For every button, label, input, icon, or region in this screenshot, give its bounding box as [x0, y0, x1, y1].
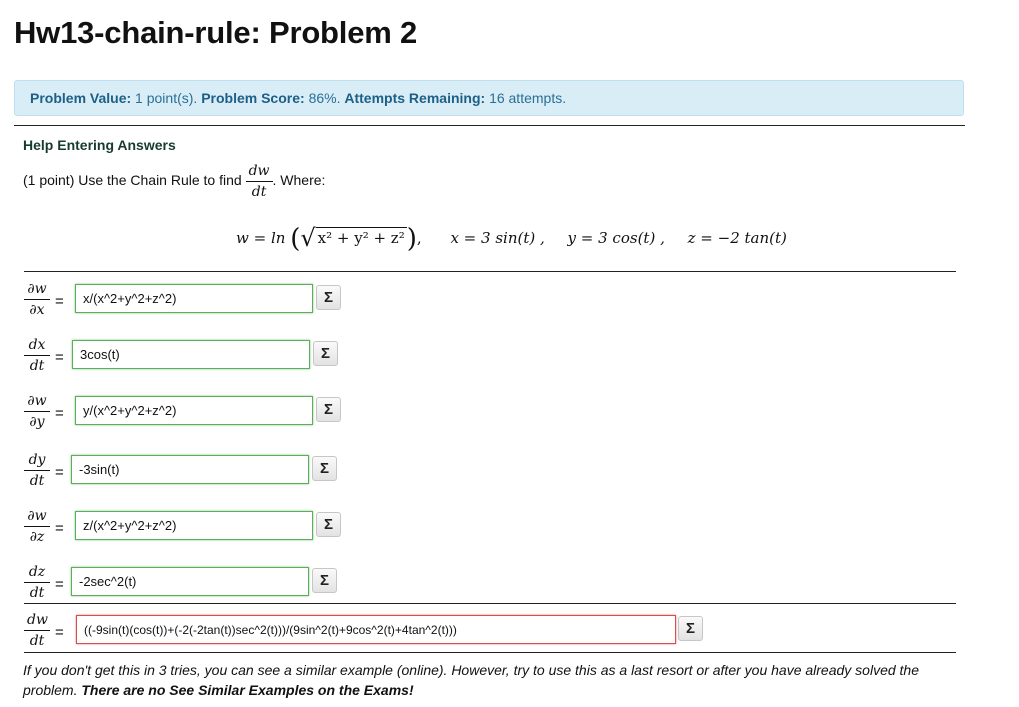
equation-editor-button[interactable]: Σ — [316, 397, 341, 422]
prompt-text: (1 point) Use the Chain Rule to find — [23, 172, 242, 189]
frac-num: dy — [24, 453, 50, 471]
label-dw-dy — [24, 394, 50, 429]
equation-editor-button[interactable]: Σ — [312, 456, 337, 481]
frac-den: dt — [29, 585, 45, 601]
equals-sign: = — [55, 293, 64, 310]
frac-den: ∂z — [29, 529, 45, 545]
right-paren: ) — [406, 224, 417, 254]
w-definition: w = ln — [236, 229, 286, 247]
prompt-frac-den: dt — [251, 184, 267, 200]
frac-den: ∂x — [29, 302, 45, 318]
y-definition: y = 3 cos(t) , — [567, 229, 665, 247]
footer-bold-text: There are no See Similar Examples on the Exams! — [81, 682, 414, 698]
problem-value: 1 point(s). — [135, 90, 198, 106]
divider — [24, 603, 956, 604]
attempts-remaining-label: Attempts Remaining: — [344, 90, 486, 106]
equation-editor-button[interactable]: Σ — [316, 512, 341, 537]
answer-input-dz-dt[interactable] — [71, 567, 309, 596]
x-definition: x = 3 sin(t) , — [450, 229, 545, 247]
equation-editor-button[interactable]: Σ — [316, 285, 341, 310]
footer-note — [23, 660, 943, 700]
equation-editor-button[interactable]: Σ — [678, 616, 703, 641]
frac-den: dt — [29, 633, 45, 649]
problem-score-label: Problem Score: — [201, 90, 305, 106]
problem-value-label: Problem Value: — [30, 90, 132, 106]
prompt-frac-num: dw — [246, 164, 273, 182]
equals-sign: = — [55, 576, 64, 593]
frac-num: dw — [24, 613, 50, 631]
equals-sign: = — [55, 464, 64, 481]
problem-info-bar — [14, 80, 964, 116]
frac-den: dt — [29, 473, 45, 489]
prompt-fraction — [246, 164, 273, 199]
frac-num: ∂w — [24, 509, 50, 527]
z-definition: z = −2 tan(t) — [687, 229, 787, 247]
equals-sign: = — [55, 349, 64, 366]
answer-input-dw-dt[interactable] — [76, 615, 676, 644]
answer-input-dw-dz[interactable] — [75, 511, 313, 540]
problem-score: 86%. — [308, 90, 341, 106]
frac-num: ∂w — [24, 282, 50, 300]
label-dw-dt — [24, 613, 50, 648]
attempts-remaining: 16 attempts. — [489, 90, 567, 106]
answer-input-dy-dt[interactable] — [71, 455, 309, 484]
equals-sign: = — [55, 520, 64, 537]
frac-num: dz — [24, 565, 50, 583]
problem-equation — [236, 224, 787, 254]
answer-input-dw-dy[interactable] — [75, 396, 313, 425]
equation-editor-button[interactable]: Σ — [313, 341, 338, 366]
footer-text: If you don't get this in 3 tries, you can see a similar example (online). However, try to use this as a last resort or after you have already solved the problem. — [23, 662, 919, 698]
frac-den: dt — [29, 358, 45, 374]
page-title: Hw13-chain-rule: Problem 2 — [14, 15, 418, 50]
radical-sign: √ — [300, 224, 316, 252]
comma: , — [416, 229, 422, 247]
left-paren: ( — [290, 224, 301, 254]
frac-num: dx — [24, 338, 50, 356]
divider — [24, 271, 956, 272]
label-dy-dt — [24, 453, 50, 488]
divider — [14, 125, 965, 126]
help-entering-answers-link[interactable]: Help Entering Answers — [23, 137, 176, 153]
equation-editor-button[interactable]: Σ — [312, 568, 337, 593]
frac-den: ∂y — [29, 414, 45, 430]
equals-sign: = — [55, 405, 64, 422]
frac-num: ∂w — [24, 394, 50, 412]
label-dw-dz — [24, 509, 50, 544]
label-dz-dt — [24, 565, 50, 600]
radicand: x² + y² + z² — [317, 229, 405, 247]
label-dw-dx — [24, 282, 50, 317]
answer-input-dx-dt[interactable] — [72, 340, 310, 369]
problem-prompt — [23, 164, 325, 199]
answer-input-dw-dx[interactable] — [75, 284, 313, 313]
divider — [24, 652, 956, 653]
label-dx-dt — [24, 338, 50, 373]
prompt-text-after: . Where: — [272, 172, 326, 189]
equals-sign: = — [55, 624, 64, 641]
